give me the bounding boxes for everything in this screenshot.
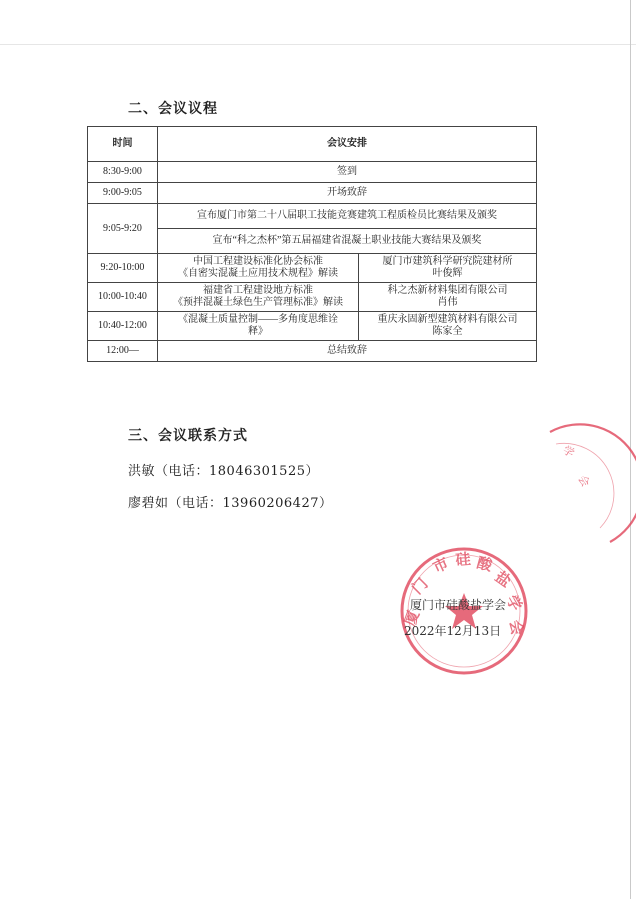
signature-date: 2022年12月13日 (404, 624, 502, 638)
table-header-row (88, 127, 537, 162)
speaker-name: 陈家全 (432, 326, 463, 337)
speaker-org: 厦门市建筑科学研究院建材所 (382, 256, 513, 267)
table-row (88, 254, 537, 283)
table-row (88, 183, 537, 204)
time-cell: 8:30-9:00 (88, 162, 158, 183)
topic-line: 《预拌混凝土绿色生产管理标准》解读 (173, 297, 343, 308)
topic-line: 释》 (248, 326, 268, 337)
time-cell: 9:20-10:00 (88, 254, 158, 283)
svg-text:会: 会 (575, 473, 593, 490)
svg-text:门: 门 (408, 574, 432, 598)
speaker-cell (359, 254, 537, 283)
partial-seal-stamp (540, 420, 636, 550)
contact-line: 洪敏（电话：18046301525） (128, 464, 319, 479)
svg-text:硅: 硅 (454, 549, 472, 569)
svg-text:学: 学 (560, 443, 577, 461)
top-divider (0, 44, 636, 45)
topic-line: 中国工程建设标准化协会标准 (193, 256, 323, 267)
topic-line: 福建省工程建设地方标准 (203, 285, 313, 296)
svg-text:学: 学 (502, 592, 526, 615)
time-cell: 10:40-12:00 (88, 312, 158, 341)
header-time: 时间 (88, 127, 158, 162)
contact-line: 廖碧如（电话：13960206427） (128, 496, 333, 511)
svg-text:会: 会 (506, 618, 527, 637)
speaker-cell (359, 283, 537, 312)
speaker-name: 叶俊辉 (432, 268, 463, 279)
time-cell: 10:00-10:40 (88, 283, 158, 312)
item-cell: 宣布“科之杰杯”第五届福建省混凝土职业技能大赛结果及颁奖 (158, 229, 537, 254)
svg-text:酸: 酸 (474, 553, 495, 575)
section-heading-contact: 三、会议联系方式 (128, 428, 248, 444)
signature-organization: 厦门市硅酸盐学会 (410, 598, 507, 612)
item-cell: 宣布厦门市第二十八届职工技能竞赛建筑工程质检员比赛结果及颁奖 (158, 204, 537, 229)
topic-line: 《混凝土质量控制——多角度思维诠 (178, 314, 338, 325)
table-row (88, 312, 537, 341)
header-arrangement: 会议安排 (158, 127, 537, 162)
topic-cell (158, 283, 359, 312)
table-row (88, 204, 537, 229)
svg-text:厦: 厦 (400, 608, 423, 629)
agenda-table (87, 126, 537, 362)
speaker-org: 科之杰新材料集团有限公司 (387, 285, 508, 296)
table-row (88, 283, 537, 312)
table-row (88, 341, 537, 362)
section-heading-agenda: 二、会议议程 (128, 101, 218, 117)
speaker-cell (359, 312, 537, 341)
time-cell: 9:05-9:20 (88, 204, 158, 254)
item-cell: 开场致辞 (158, 183, 537, 204)
time-cell: 12:00— (88, 341, 158, 362)
item-cell: 总结致辞 (158, 341, 537, 362)
item-cell: 签到 (158, 162, 537, 183)
svg-text:盐: 盐 (491, 567, 515, 591)
time-cell: 9:00-9:05 (88, 183, 158, 204)
topic-cell (158, 254, 359, 283)
topic-line: 《自密实混凝土应用技术规程》解读 (178, 268, 338, 279)
speaker-name: 肖伟 (437, 297, 458, 308)
table-row (88, 162, 537, 183)
speaker-org: 重庆永固新型建筑材料有限公司 (377, 314, 518, 325)
topic-cell (158, 312, 359, 341)
svg-text:市: 市 (430, 553, 452, 577)
